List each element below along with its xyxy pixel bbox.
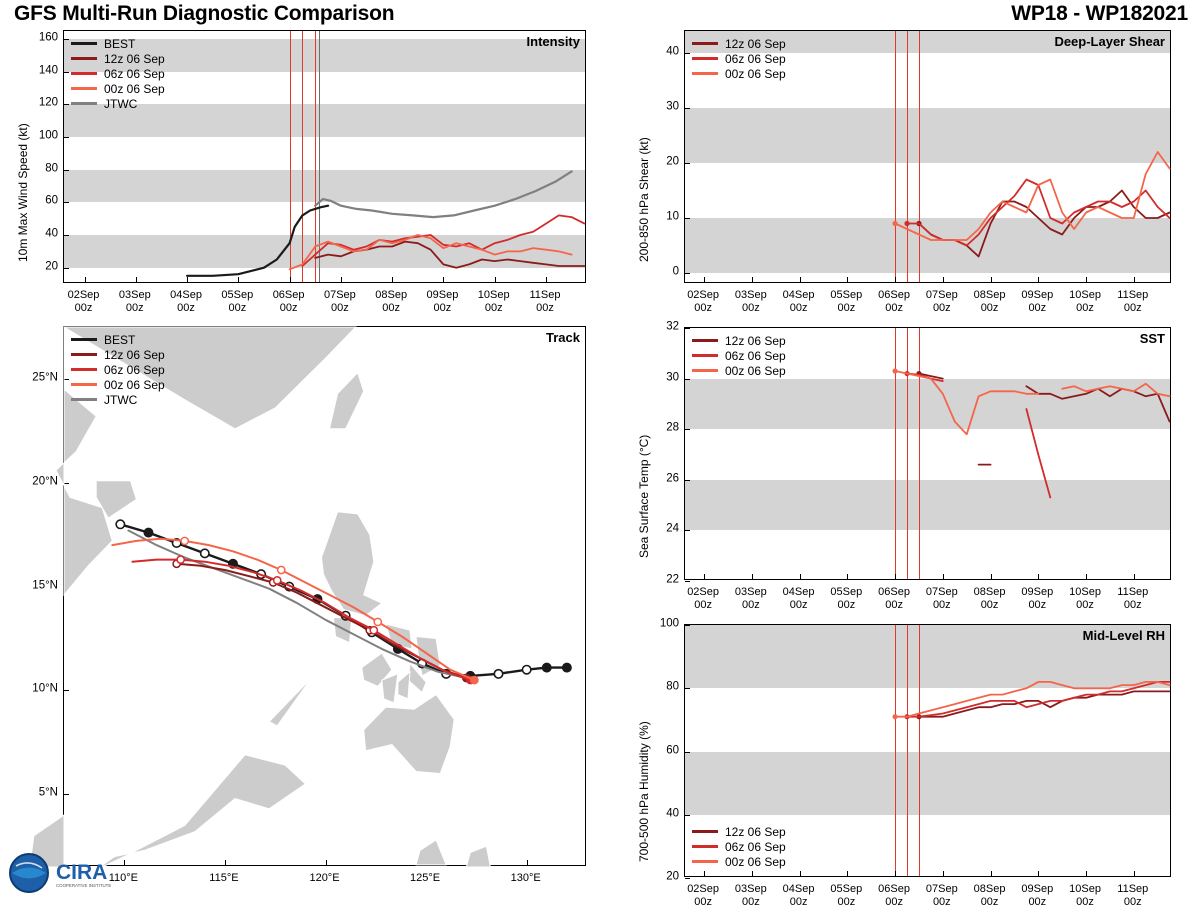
- x-tick-label: [878, 883, 910, 908]
- y-tick-label: 0: [672, 265, 679, 278]
- legend-item: [71, 347, 165, 362]
- x-tick-date: 06Sep: [878, 586, 910, 598]
- series-line: [895, 152, 1170, 240]
- x-tick-date: 07Sep: [323, 289, 356, 301]
- rh-y-axis-label: 700-500 hPa Humidity (%): [637, 721, 651, 862]
- track-map-layer: [64, 327, 587, 867]
- x-tick-date: 10Sep: [1069, 883, 1101, 895]
- x-tick-label: [68, 289, 100, 314]
- x-tick-label: [830, 883, 862, 908]
- y-tick-label: 20: [666, 155, 679, 168]
- legend-swatch: [692, 42, 718, 45]
- x-tick-hour: 00z: [932, 598, 951, 611]
- legend-item: [71, 332, 165, 347]
- legend-label: 06z 06 Sep: [104, 362, 165, 377]
- legend-label: 12z 06 Sep: [725, 36, 786, 51]
- halmahera: [466, 846, 490, 867]
- x-tick-date: 05Sep: [830, 289, 863, 301]
- x-tick-label: [170, 289, 202, 314]
- series-line: [302, 215, 584, 266]
- intensity-legend: [71, 36, 165, 111]
- x-tick-label: [687, 586, 719, 611]
- x-tick-date: 03Sep: [734, 586, 767, 598]
- x-tick-hour: 00z: [789, 598, 808, 611]
- legend-label: 06z 06 Sep: [104, 66, 165, 81]
- legend-label: BEST: [104, 332, 136, 347]
- legend-item: [692, 363, 786, 378]
- x-tick-hour: 00z: [837, 895, 856, 908]
- track-marker-open: [116, 520, 124, 528]
- x-tick-date: 10Sep: [477, 289, 510, 301]
- x-tick-label: [878, 586, 910, 611]
- legend-swatch: [71, 87, 97, 90]
- legend-item: [71, 96, 165, 111]
- series-start-marker: [904, 221, 909, 226]
- sst-panel-label: SST: [1139, 331, 1165, 346]
- y-tick-label: 100: [659, 617, 679, 630]
- legend-label: 12z 06 Sep: [104, 347, 165, 362]
- x-tick-hour: 00z: [1028, 895, 1047, 908]
- sst-legend: [692, 333, 786, 378]
- legend-swatch: [692, 369, 718, 372]
- x-tick-hour: 00z: [694, 301, 712, 314]
- legend-swatch: [692, 860, 718, 863]
- x-tick-label: [1021, 586, 1053, 611]
- legend-swatch: [71, 42, 97, 45]
- legend-item: [71, 392, 165, 407]
- x-tick-date: 04Sep: [782, 289, 815, 301]
- legend-label: 06z 06 Sep: [725, 839, 786, 854]
- x-tick-hour: 00z: [1123, 301, 1142, 314]
- x-tick-label: [926, 586, 958, 611]
- x-tick-date: 05Sep: [221, 289, 254, 301]
- x-tick-label: [783, 289, 815, 314]
- track-marker-filled: [543, 663, 551, 671]
- legend-label: JTWC: [104, 96, 138, 111]
- y-tick-label: 22: [666, 573, 679, 586]
- x-tick-date: 04Sep: [170, 289, 202, 301]
- y-tick-label: 120: [38, 96, 58, 109]
- track-x-tick-label: 120°E: [309, 872, 340, 884]
- series-start-marker: [892, 368, 897, 373]
- x-tick-date: 11Sep: [529, 289, 561, 301]
- series-line: [315, 171, 571, 217]
- x-tick-date: 02Sep: [687, 586, 719, 598]
- legend-swatch: [71, 398, 97, 401]
- series-line: [1026, 409, 1050, 498]
- legend-swatch: [71, 338, 97, 341]
- x-tick-hour: 00z: [279, 301, 298, 314]
- x-tick-date: 04Sep: [782, 586, 815, 598]
- page-title-left: GFS Multi-Run Diagnostic Comparison: [14, 2, 395, 25]
- track-marker-open: [274, 577, 281, 584]
- legend-label: 00z 06 Sep: [104, 81, 165, 96]
- track-marker-open: [201, 549, 209, 557]
- track-y-tick-label: 15°N: [32, 578, 58, 591]
- x-tick-label: [878, 289, 910, 314]
- x-tick-label: [687, 883, 719, 908]
- y-tick-label: 40: [666, 807, 679, 819]
- x-tick-label: [974, 883, 1006, 908]
- x-tick-date: 06Sep: [878, 289, 910, 301]
- legend-swatch: [71, 383, 97, 386]
- track-y-tick-label: 25°N: [32, 371, 58, 384]
- x-tick-hour: 00z: [331, 301, 349, 314]
- track-x-tick-label: 115°E: [209, 872, 239, 884]
- legend-item: [692, 348, 786, 363]
- legend-item: [692, 854, 786, 869]
- shear-y-axis-label: 200-850 hPa Shear (kt): [637, 137, 651, 262]
- track-marker-open: [374, 618, 381, 625]
- x-tick-hour: 00z: [125, 301, 144, 314]
- x-tick-label: [1069, 289, 1101, 314]
- legend-item: [692, 824, 786, 839]
- track-marker-open: [522, 665, 530, 673]
- x-tick-hour: 00z: [1123, 895, 1142, 908]
- x-tick-hour: 00z: [741, 598, 760, 611]
- y-tick-label: 26: [666, 472, 679, 485]
- svg-text:CIRA: CIRA: [56, 861, 108, 884]
- track-panel-label: Track: [546, 330, 580, 345]
- x-tick-label: [119, 289, 151, 314]
- y-tick-label: 10: [666, 210, 679, 223]
- mindoro: [334, 618, 352, 643]
- x-tick-label: [478, 289, 510, 314]
- x-tick-label: [974, 289, 1006, 314]
- luzon: [322, 512, 382, 616]
- track-x-tick-label: 110°E: [108, 872, 138, 884]
- track-legend: [71, 332, 165, 407]
- x-tick-label: [273, 289, 305, 314]
- track-x-tick-label: 130°E: [510, 872, 541, 884]
- legend-label: 12z 06 Sep: [104, 51, 165, 66]
- cebu: [398, 672, 410, 699]
- svg-text:COOPERATIVE INSTITUTE: COOPERATIVE INSTITUTE: [56, 883, 112, 888]
- x-tick-label: [529, 289, 560, 314]
- x-tick-label: [1117, 586, 1148, 611]
- legend-swatch: [71, 353, 97, 356]
- x-tick-hour: 00z: [1076, 598, 1094, 611]
- intensity-panel: [38, 30, 586, 314]
- intensity-y-axis-label: 10m Max Wind Speed (kt): [16, 123, 30, 262]
- y-tick-label: 60: [666, 743, 679, 756]
- legend-item: [71, 66, 165, 81]
- x-tick-hour: 00z: [741, 301, 760, 314]
- legend-item: [71, 36, 165, 51]
- x-tick-hour: 00z: [177, 301, 195, 314]
- x-tick-label: [1069, 883, 1101, 908]
- x-tick-date: 02Sep: [687, 289, 719, 301]
- x-tick-hour: 00z: [433, 301, 452, 314]
- y-tick-label: 160: [38, 31, 58, 44]
- x-tick-label: [974, 586, 1006, 611]
- mindanao: [364, 695, 455, 774]
- intensity-panel-label: Intensity: [526, 34, 580, 49]
- shear-legend: [692, 36, 786, 81]
- rh-panel-label: Mid-Level RH: [1082, 628, 1165, 643]
- track-plot-area: [63, 326, 586, 866]
- legend-label: BEST: [104, 36, 136, 51]
- x-tick-date: 07Sep: [925, 289, 958, 301]
- track-y-tick-label: 10°N: [32, 682, 58, 695]
- x-tick-label: [324, 289, 356, 314]
- legend-label: 06z 06 Sep: [725, 348, 786, 363]
- x-tick-date: 05Sep: [830, 883, 863, 895]
- x-tick-label: [375, 289, 407, 314]
- series-start-marker: [892, 221, 897, 226]
- x-tick-hour: 00z: [980, 895, 999, 908]
- x-tick-label: [1117, 883, 1148, 908]
- x-tick-date: 03Sep: [734, 883, 767, 895]
- series-line: [290, 235, 572, 269]
- series-line: [895, 682, 1170, 717]
- legend-label: 06z 06 Sep: [725, 51, 786, 66]
- rh-legend: [692, 824, 786, 869]
- y-tick-label: 60: [45, 194, 58, 207]
- x-tick-label: [830, 586, 862, 611]
- track-marker-open: [177, 556, 184, 563]
- x-tick-date: 06Sep: [878, 883, 910, 895]
- x-tick-date: 10Sep: [1069, 289, 1101, 301]
- legend-swatch: [692, 845, 718, 848]
- legend-label: 00z 06 Sep: [104, 377, 165, 392]
- track-marker-filled: [144, 528, 152, 536]
- x-tick-hour: 00z: [789, 895, 808, 908]
- y-tick-label: 32: [666, 320, 679, 333]
- x-tick-hour: 00z: [1028, 598, 1047, 611]
- x-tick-label: [926, 289, 958, 314]
- track-marker-filled: [471, 676, 479, 684]
- x-tick-date: 09Sep: [1021, 883, 1054, 895]
- x-tick-hour: 00z: [932, 895, 951, 908]
- x-tick-hour: 00z: [694, 895, 712, 908]
- y-tick-label: 140: [38, 64, 58, 77]
- legend-item: [692, 51, 786, 66]
- y-tick-label: 30: [666, 370, 679, 383]
- x-tick-label: [687, 289, 719, 314]
- legend-label: 12z 06 Sep: [725, 333, 786, 348]
- legend-swatch: [71, 57, 97, 60]
- legend-label: 00z 06 Sep: [725, 66, 786, 81]
- x-tick-date: 08Sep: [973, 586, 1006, 598]
- track-y-tick-label: 20°N: [32, 475, 58, 488]
- y-tick-label: 40: [45, 227, 58, 240]
- legend-item: [692, 333, 786, 348]
- x-tick-date: 09Sep: [1021, 586, 1054, 598]
- x-tick-hour: 00z: [789, 301, 808, 314]
- y-tick-label: 30: [666, 100, 679, 113]
- series-line: [907, 682, 1170, 717]
- x-tick-label: [783, 883, 815, 908]
- x-tick-date: 02Sep: [687, 883, 719, 895]
- x-tick-date: 07Sep: [925, 586, 958, 598]
- x-tick-label: [735, 289, 767, 314]
- legend-label: 12z 06 Sep: [725, 824, 786, 839]
- x-tick-label: [830, 289, 862, 314]
- x-tick-label: [783, 586, 815, 611]
- legend-item: [71, 362, 165, 377]
- x-tick-date: 04Sep: [782, 883, 815, 895]
- page-title-right: WP18 - WP182021: [1011, 2, 1188, 25]
- legend-label: JTWC: [104, 392, 138, 407]
- series-line: [187, 206, 328, 276]
- rh-panel: [659, 617, 1171, 908]
- x-tick-label: [221, 289, 253, 314]
- x-tick-date: 02Sep: [67, 289, 100, 301]
- series-start-marker: [892, 714, 897, 719]
- x-tick-hour: 00z: [885, 895, 903, 908]
- x-tick-label: [1021, 289, 1053, 314]
- legend-swatch: [71, 72, 97, 75]
- legend-label: 00z 06 Sep: [725, 363, 786, 378]
- x-tick-hour: 00z: [484, 301, 503, 314]
- x-tick-hour: 00z: [932, 301, 951, 314]
- legend-swatch: [692, 354, 718, 357]
- x-tick-hour: 00z: [74, 301, 93, 314]
- x-tick-hour: 00z: [980, 301, 999, 314]
- x-tick-hour: 00z: [694, 598, 712, 611]
- track-marker-filled: [563, 663, 571, 671]
- shear-panel-label: Deep-Layer Shear: [1054, 34, 1165, 49]
- x-tick-date: 07Sep: [925, 883, 958, 895]
- legend-swatch: [71, 102, 97, 105]
- x-tick-date: 08Sep: [973, 883, 1006, 895]
- y-tick-label: 24: [666, 522, 679, 535]
- x-tick-date: 11Sep: [1117, 289, 1149, 301]
- x-tick-date: 10Sep: [1069, 586, 1101, 598]
- legend-item: [692, 66, 786, 81]
- x-tick-date: 11Sep: [1117, 883, 1149, 895]
- x-tick-hour: 00z: [536, 301, 554, 314]
- x-tick-hour: 00z: [1028, 301, 1047, 314]
- legend-item: [71, 81, 165, 96]
- legend-label: 00z 06 Sep: [725, 854, 786, 869]
- x-tick-label: [735, 883, 767, 908]
- x-tick-label: [1117, 289, 1148, 314]
- x-tick-label: [1069, 586, 1101, 611]
- series-line: [907, 180, 1170, 246]
- x-tick-hour: 00z: [885, 598, 903, 611]
- sst-y-axis-label: Sea Surface Temp (°C): [637, 434, 651, 558]
- x-tick-date: 09Sep: [426, 289, 459, 301]
- track-y-tick-label: 5°N: [38, 786, 58, 799]
- x-tick-date: 03Sep: [734, 289, 767, 301]
- x-tick-hour: 00z: [382, 301, 401, 314]
- y-tick-label: 20: [666, 870, 679, 883]
- legend-item: [692, 36, 786, 51]
- x-tick-hour: 00z: [1123, 598, 1142, 611]
- x-tick-date: 03Sep: [118, 289, 151, 301]
- legend-swatch: [692, 57, 718, 60]
- x-tick-hour: 00z: [837, 598, 856, 611]
- palawan: [269, 666, 323, 726]
- x-tick-date: 08Sep: [973, 289, 1006, 301]
- y-tick-label: 40: [666, 45, 679, 58]
- y-tick-label: 80: [45, 161, 58, 174]
- y-tick-label: 28: [666, 421, 679, 434]
- x-tick-date: 08Sep: [375, 289, 408, 301]
- y-tick-mark: [685, 581, 690, 582]
- legend-item: [71, 51, 165, 66]
- x-tick-hour: 00z: [741, 895, 760, 908]
- x-tick-label: [735, 586, 767, 611]
- x-tick-hour: 00z: [837, 301, 856, 314]
- x-tick-hour: 00z: [1076, 895, 1094, 908]
- x-tick-date: 05Sep: [830, 586, 863, 598]
- track-x-tick-label: 125°E: [410, 872, 441, 884]
- taiwan: [330, 373, 364, 429]
- x-tick-date: 09Sep: [1021, 289, 1054, 301]
- x-tick-hour: 00z: [228, 301, 247, 314]
- x-tick-hour: 00z: [980, 598, 999, 611]
- x-tick-date: 06Sep: [272, 289, 305, 301]
- x-tick-label: [1021, 883, 1053, 908]
- y-tick-mark: [685, 878, 690, 879]
- track-marker-open: [278, 566, 285, 573]
- track-marker-open: [181, 537, 188, 544]
- series-line: [1026, 386, 1169, 421]
- y-tick-label: 80: [666, 680, 679, 693]
- x-tick-label: [427, 289, 459, 314]
- sulawesi-north: [416, 840, 446, 865]
- shear-panel: [666, 30, 1171, 314]
- series-line: [895, 371, 1038, 434]
- y-tick-label: 20: [45, 259, 58, 272]
- x-tick-hour: 00z: [1076, 301, 1094, 314]
- x-tick-date: 11Sep: [1117, 586, 1149, 598]
- legend-swatch: [692, 72, 718, 75]
- x-tick-hour: 00z: [885, 301, 903, 314]
- borneo: [100, 755, 305, 867]
- track-marker-open: [370, 627, 377, 634]
- legend-swatch: [692, 339, 718, 342]
- cira-logo: [8, 852, 116, 894]
- y-tick-label: 100: [38, 129, 58, 142]
- legend-item: [692, 839, 786, 854]
- legend-swatch: [71, 368, 97, 371]
- track-marker-open: [494, 670, 502, 678]
- legend-swatch: [692, 830, 718, 833]
- legend-item: [71, 377, 165, 392]
- sst-panel: [666, 320, 1171, 611]
- x-tick-label: [926, 883, 958, 908]
